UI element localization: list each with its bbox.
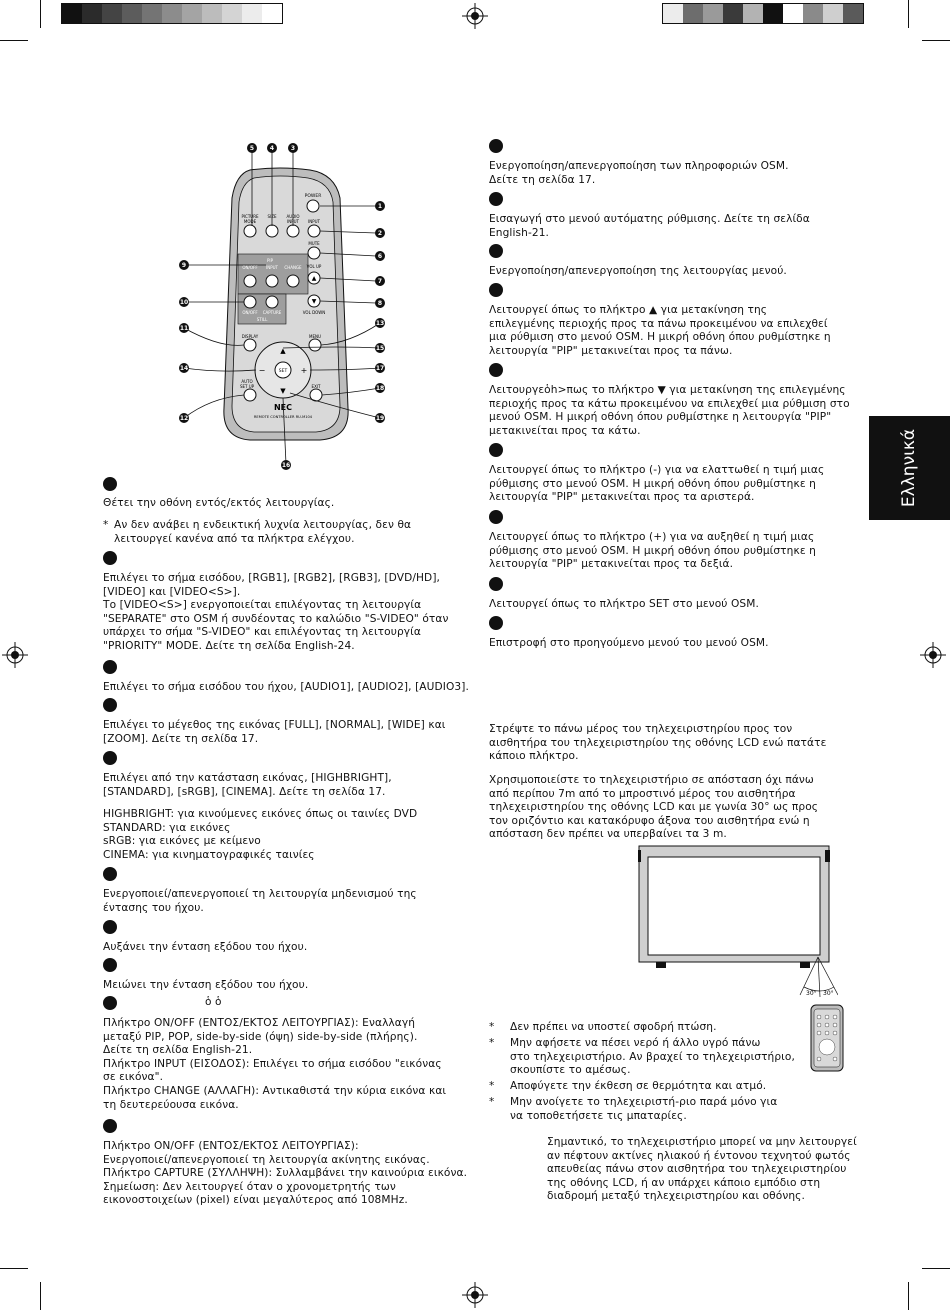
color-swatch	[222, 4, 242, 23]
sunlight-note: Σημαντικό, το τηλεχειριστήριο μπορεί να μην λειτουργεί αν πέφτουν ακτίνες ηλιακού ή έντονου τεχνητού φωτός απευθείας πάνω στον αισθητήρα του τηλεχειριστηρίου της οθόνης LCD, ή αν υπάρχει κάποιο εμπόδιο στη διαδρομή μεταξύ τηλεχειριστηρίου και οθόνης.	[547, 1136, 857, 1203]
registration-mark-bottom-icon	[462, 1282, 488, 1308]
small-remote-illustration	[809, 1003, 845, 1073]
color-swatch	[823, 4, 843, 23]
crop-mark	[0, 1268, 28, 1269]
svg-text:▼: ▼	[280, 387, 286, 395]
vol-down-description: Μειώνει την ένταση εξόδου του ήχου.	[103, 979, 309, 991]
pip-heading: ὁ ὁ	[205, 996, 222, 1008]
svg-text:VOL DOWN: VOL DOWN	[302, 310, 326, 315]
svg-text:30°: 30°	[806, 990, 817, 997]
item-marker	[103, 867, 117, 881]
color-swatch	[102, 4, 122, 23]
svg-text:REMOTE CONTROLLER RU-M104: REMOTE CONTROLLER RU-M104	[253, 415, 313, 419]
caution-asterisk: *	[489, 1096, 495, 1108]
color-swatch	[683, 4, 703, 23]
registration-mark-right-icon	[920, 642, 946, 668]
svg-text:SET: SET	[278, 369, 288, 374]
svg-text:5: 5	[249, 145, 255, 152]
svg-text:16: 16	[281, 462, 291, 469]
pip-description: Πλήκτρο ON/OFF (ΕΝΤΟΣ/ΕΚΤΟΣ ΛΕΙΤΟΥΡΓΙΑΣ): Εναλλαγή μεταξύ PIP, POP, side-by-side (όψη) side-by-side (πλήρης). Δείτε τη σελίδα English-21. Πλήκτρο INPUT (ΕΙΣΟΔΟΣ): Επιλέγει το σήμα εισόδου "εικόνας σε εικόνα". Πλήκτρο CHANGE (ΑΛΛΑΓΗ): Αντικαθιστά την κύρια εικόνα και τη δευτερεύουσα εικόνα.	[103, 1017, 447, 1111]
svg-text:INPUT: INPUT	[287, 219, 299, 224]
item-marker	[103, 996, 117, 1010]
set-button-description: Λειτουργεί όπως το πλήκτρο SET στο μενού OSM.	[489, 598, 759, 610]
svg-text:18: 18	[375, 385, 385, 392]
down-button-description: Λειτουργεὁh>πως το πλήκτρο ▼ για μετακίνηση της επιλεγμένης περιοχής προς τα κάτω προκειμένου να επιλεχθεί μια ρύθμιση στο μενού OSM. Η μικρή οθόνη όπου ρυθμίστηκε η λειτουργία "PIP" μετακινείται προς τα κάτω.	[489, 384, 850, 437]
range-distance: Χρησιμοποιείστε το τηλεχειριστήριο σε απόσταση όχι πάνω από περίπου 7m από το μπροστινό μέρος του αισθητήρα τηλεχειριστηρίου της οθόνης LCD και με γωνία 30° ως προς τον οριζόντιο και κατακόρυφο άξονα του αισθητήρα ενώ η απόσταση δεν πρέπει να υπερβαίνει τα 3 m.	[489, 774, 819, 841]
svg-text:9: 9	[181, 262, 187, 269]
color-swatch	[162, 4, 182, 23]
svg-text:17: 17	[375, 365, 385, 372]
color-swatch	[62, 4, 82, 23]
color-swatch	[763, 4, 783, 23]
caution-asterisk: *	[489, 1021, 495, 1033]
item-marker	[489, 577, 503, 591]
audio-input-description: Επιλέγει το σήμα εισόδου του ήχου, [AUDIO1], [AUDIO2], [AUDIO3].	[103, 681, 469, 693]
item-marker	[489, 443, 503, 457]
picture-mode-list: HIGHBRIGHT: για κινούμενες εικόνες όπως οι ταινίες DVD STANDARD: για εικόνες sRGB: για εικόνες με κείμενο CINEMA: για κινηματογραφικές ταινίες	[103, 808, 418, 861]
exit-button-description: Επιστροφή στο προηγούμενο μενού του μενού OSM.	[489, 637, 769, 649]
color-swatch	[803, 4, 823, 23]
caution-item: Δεν πρέπει να υποστεί σφοδρή πτώση.	[510, 1021, 717, 1033]
range-instruction: Στρέψτε το πάνω μέρος του τηλεχειριστηρίου προς τον αισθητήρα του τηλεχειριστηρίου της οθόνης LCD ενώ πατάτε κάποιο πλήκτρο.	[489, 723, 827, 763]
caution-asterisk: *	[489, 1080, 495, 1092]
color-swatch	[242, 4, 262, 23]
registration-mark-top-icon	[462, 3, 488, 29]
svg-text:14: 14	[179, 365, 189, 372]
crop-mark	[40, 0, 41, 28]
color-swatch	[122, 4, 142, 23]
svg-text:15: 15	[375, 345, 385, 352]
note-asterisk: *	[103, 519, 109, 531]
svg-text:INPUT: INPUT	[266, 265, 278, 270]
item-marker	[103, 920, 117, 934]
svg-text:▲: ▲	[280, 347, 286, 355]
svg-text:CHANGE: CHANGE	[284, 265, 302, 270]
remote-control-illustration	[170, 138, 400, 473]
color-swatch	[202, 4, 222, 23]
caution-asterisk: *	[489, 1037, 495, 1049]
svg-text:6: 6	[377, 253, 383, 260]
power-description: Θέτει την οθόνη εντός/εκτός λειτουργίας.	[103, 497, 335, 509]
svg-text:DISPLAY: DISPLAY	[241, 334, 259, 339]
svg-text:MODE: MODE	[243, 219, 257, 224]
language-tab-label: Ελληνικά	[899, 428, 919, 508]
svg-text:8: 8	[377, 300, 383, 307]
caution-item: Μην αφήσετε να πέσει νερό ή άλλο υγρό πάνω στο τηλεχειριστήριο. Αν βραχεί το τηλεχειριστήριο, σκουπίστε το αμέσως.	[510, 1037, 795, 1077]
display-description: Ενεργοποίηση/απενεργοποίηση των πληροφοριών OSM. Δείτε τη σελίδα 17.	[489, 160, 789, 186]
color-swatch	[262, 4, 282, 23]
caution-item: Μην ανοίγετε το τηλεχειριστή-ριο παρά μόνο για να τοποθετήσετε τις μπαταρίες.	[510, 1096, 778, 1122]
svg-text:13: 13	[375, 320, 385, 327]
svg-text:SET UP: SET UP	[239, 384, 255, 389]
item-marker	[103, 958, 117, 972]
vol-up-description: Αυξάνει την ένταση εξόδου του ήχου.	[103, 941, 308, 953]
svg-text:INPUT: INPUT	[308, 219, 320, 224]
svg-text:POWER: POWER	[304, 194, 322, 199]
crop-mark	[40, 1282, 41, 1310]
menu-description: Ενεργοποίηση/απενεργοποίηση της λειτουργίας μενού.	[489, 265, 787, 277]
crop-mark	[922, 1268, 950, 1269]
mute-description: Ενεργοποιεί/απενεργοποιεί τη λειτουργία μηδενισμού της έντασης του ήχου.	[103, 888, 417, 914]
svg-text:MENU: MENU	[309, 334, 321, 339]
crop-mark	[908, 0, 909, 28]
item-marker	[103, 477, 117, 491]
svg-text:4: 4	[269, 145, 275, 152]
lcd-monitor-illustration	[638, 845, 838, 1005]
svg-text:3: 3	[290, 145, 296, 152]
up-button-description: Λειτουργεί όπως το πλήκτρο ▲ για μετακίνηση της επιλεγμένης περιοχής προς τα πάνω προκειμένου να επιλεχθεί μια ρύθμιση στο μενού OSM. Η μικρή οθόνη όπου ρυθμίστηκε η λειτουργία "PIP" μετακινείται προς τα πάνω.	[489, 304, 831, 357]
svg-text:19: 19	[375, 415, 385, 422]
svg-text:2: 2	[377, 230, 383, 237]
language-side-tab	[869, 416, 950, 520]
crop-mark	[0, 40, 28, 41]
registration-mark-left-icon	[2, 642, 28, 668]
color-swatch	[723, 4, 743, 23]
item-marker	[103, 751, 117, 765]
item-marker	[489, 616, 503, 630]
svg-text:1: 1	[377, 203, 383, 210]
color-swatch	[843, 4, 863, 23]
svg-text:SIZE: SIZE	[267, 214, 277, 219]
item-marker	[489, 510, 503, 524]
color-swatch	[703, 4, 723, 23]
item-marker	[103, 1119, 117, 1133]
svg-text:30°: 30°	[823, 990, 834, 997]
plus-button-description: Λειτουργεί όπως το πλήκτρο (+) για να αυξηθεί η τιμή μιας ρύθμισης στο μενού OSM. Η μικρή οθόνη όπου ρυθμίστηκε η λειτουργία "PIP" μετακινείται προς τα δεξιά.	[489, 531, 816, 571]
size-description: Επιλέγει το μέγεθος της εικόνας [FULL], [NORMAL], [WIDE] και [ZOOM]. Δείτε τη σελίδα 17.	[103, 719, 446, 745]
color-swatch	[182, 4, 202, 23]
svg-text:▲: ▲	[311, 275, 317, 282]
svg-text:CAPTURE: CAPTURE	[262, 310, 282, 315]
color-swatch	[663, 4, 683, 23]
item-marker	[489, 192, 503, 206]
svg-text:ON/OFF: ON/OFF	[242, 310, 258, 315]
color-swatch	[82, 4, 102, 23]
color-swatch	[142, 4, 162, 23]
item-marker	[489, 283, 503, 297]
svg-text:−: −	[258, 366, 266, 375]
item-marker	[489, 363, 503, 377]
svg-text:AUDIO: AUDIO	[286, 214, 300, 219]
svg-text:VOL UP: VOL UP	[306, 264, 322, 269]
svg-text:11: 11	[179, 325, 189, 332]
svg-text:PICTURE: PICTURE	[241, 214, 259, 219]
svg-text:▼: ▼	[311, 298, 317, 305]
svg-text:PIP: PIP	[266, 258, 274, 263]
svg-text:NEC: NEC	[273, 403, 293, 412]
svg-text:ON/OFF: ON/OFF	[242, 265, 258, 270]
svg-text:MUTE: MUTE	[308, 241, 320, 246]
power-note: Αν δεν ανάβει η ενδεικτική λυχνία λειτουργίας, δεν θα λειτουργεί κανένα από τα πλήκτρα ελέγχου.	[114, 519, 412, 545]
auto-setup-description: Εισαγωγή στο μενού αυτόματης ρύθμισης. Δείτε τη σελίδα English-21.	[489, 213, 810, 239]
picture-mode-description: Επιλέγει από την κατάσταση εικόνας, [HIGHBRIGHT], [STANDARD], [sRGB], [CINEMA]. Δείτε τη σελίδα 17.	[103, 772, 392, 798]
item-marker	[489, 244, 503, 258]
svg-text:+: +	[300, 366, 308, 375]
color-swatch	[743, 4, 763, 23]
item-marker	[103, 660, 117, 674]
color-calibration-strip-left	[61, 3, 283, 24]
input-description: Επιλέγει το σήμα εισόδου, [RGB1], [RGB2], [RGB3], [DVD/HD], [VIDEO] και [VIDEO<S>]. Το [VIDEO<S>] ενεργοποιείται επιλέγοντας τη λειτουργία "SEPARATE" στο OSM ή συνδέοντας το καλώδιο "S-VIDEO" όταν υπάρχει το σήμα "S-VIDEO" και επιλέγοντας τη λειτουργία "PRIORITY" MODE. Δείτε τη σελίδα English-24.	[103, 572, 449, 652]
still-description: Πλήκτρο ON/OFF (ΕΝΤΟΣ/ΕΚΤΟΣ ΛΕΙΤΟΥΡΓΙΑΣ): Ενεργοποιεί/απενεργοποιεί τη λειτουργία ακίνητης εικόνας. Πλήκτρο CAPTURE (ΣΥΛΛΗΨΗ): Συλλαμβάνει την καινούρια εικόνα. Σημείωση: Δεν λειτουργεί όταν ο χρονομετρητής των εικονοστοιχείων (pixel) είναι μεγαλύτερος από 108MHz.	[103, 1140, 468, 1207]
svg-text:10: 10	[179, 299, 189, 306]
minus-button-description: Λειτουργεί όπως το πλήκτρο (-) για να ελαττωθεί η τιμή μιας ρύθμισης στο μενού OSM. Η μικρή οθόνη όπου ρυθμίστηκε η λειτουργία "PIP" μετακινείται προς τα αριστερά.	[489, 464, 825, 504]
svg-text:EXIT: EXIT	[311, 384, 321, 389]
caution-item: Αποφύγετε την έκθεση σε θερμότητα και ατμό.	[510, 1080, 767, 1092]
crop-mark	[908, 1282, 909, 1310]
crop-mark	[922, 40, 950, 41]
item-marker	[103, 551, 117, 565]
color-calibration-strip-right	[662, 3, 864, 24]
item-marker	[103, 698, 117, 712]
item-marker	[489, 139, 503, 153]
color-swatch	[783, 4, 803, 23]
svg-text:7: 7	[377, 278, 383, 285]
svg-text:12: 12	[179, 415, 189, 422]
svg-text:AUTO: AUTO	[241, 379, 253, 384]
svg-text:STILL: STILL	[256, 317, 268, 322]
